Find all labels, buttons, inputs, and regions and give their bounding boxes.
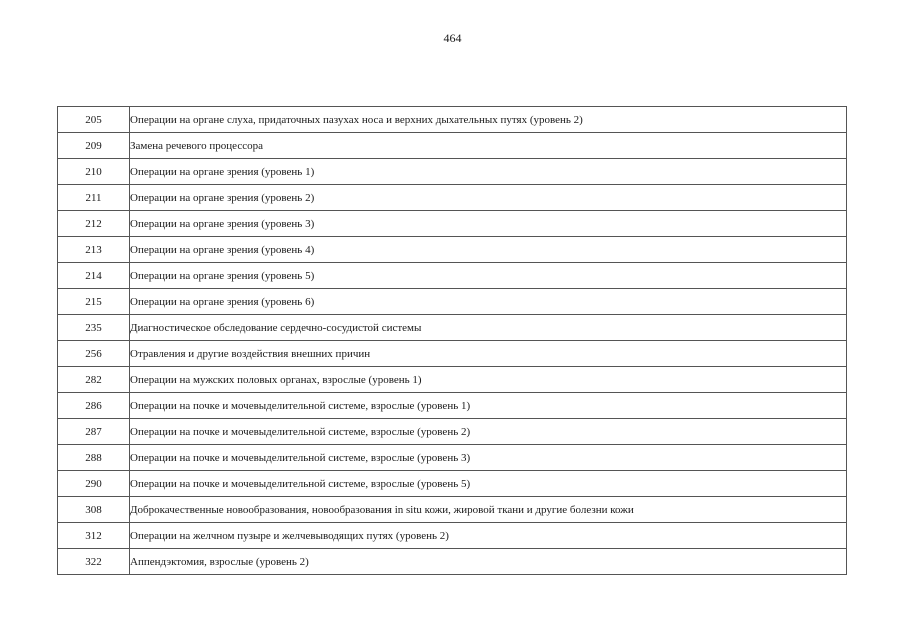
table-row: [58, 549, 847, 575]
row-code: 322: [58, 549, 130, 575]
row-code: 214: [58, 263, 130, 289]
row-name: Операции на органе зрения (уровень 5): [130, 263, 847, 289]
table-row: [58, 445, 847, 471]
row-code: 312: [58, 523, 130, 549]
table-row: [58, 341, 847, 367]
table-row: [58, 523, 847, 549]
row-name: Операции на органе слуха, придаточных пазухах носа и верхних дыхательных путях (уровень 2): [130, 107, 847, 133]
row-name: Операции на органе зрения (уровень 1): [130, 159, 847, 185]
row-name: Операции на почке и мочевыделительной системе, взрослые (уровень 5): [130, 471, 847, 497]
row-name: Отравления и другие воздействия внешних причин: [130, 341, 847, 367]
table-row: [58, 315, 847, 341]
table-row: [58, 159, 847, 185]
row-code: 288: [58, 445, 130, 471]
table-row: [58, 133, 847, 159]
table-row: [58, 185, 847, 211]
row-name: Операции на почке и мочевыделительной системе, взрослые (уровень 3): [130, 445, 847, 471]
row-code: 210: [58, 159, 130, 185]
table-row: [58, 497, 847, 523]
table-row: [58, 107, 847, 133]
page-number: 464: [443, 31, 462, 45]
row-code: 215: [58, 289, 130, 315]
table-row: [58, 289, 847, 315]
row-name: Операции на почке и мочевыделительной системе, взрослые (уровень 1): [130, 393, 847, 419]
table-row: [58, 367, 847, 393]
row-code: 256: [58, 341, 130, 367]
row-code: 211: [58, 185, 130, 211]
table-body: [58, 107, 847, 575]
row-name: Операции на мужских половых органах, взрослые (уровень 1): [130, 367, 847, 393]
document-table: [57, 106, 847, 575]
row-name: Операции на органе зрения (уровень 2): [130, 185, 847, 211]
row-name: Замена речевого процессора: [130, 133, 847, 159]
table-row: [58, 237, 847, 263]
row-name: Операции на желчном пузыре и желчевыводящих путях (уровень 2): [130, 523, 847, 549]
row-code: 286: [58, 393, 130, 419]
row-code: 287: [58, 419, 130, 445]
row-code: 209: [58, 133, 130, 159]
table-row: [58, 393, 847, 419]
row-code: 205: [58, 107, 130, 133]
row-name: Операции на органе зрения (уровень 6): [130, 289, 847, 315]
row-code: 282: [58, 367, 130, 393]
row-name: Диагностическое обследование сердечно-сосудистой системы: [130, 315, 847, 341]
row-name: Аппендэктомия, взрослые (уровень 2): [130, 549, 847, 575]
table-row: [58, 211, 847, 237]
table-row: [58, 263, 847, 289]
row-name: Доброкачественные новообразования, новообразования in situ кожи, жировой ткани и другие болезни кожи: [130, 497, 847, 523]
row-code: 212: [58, 211, 130, 237]
row-code: 235: [58, 315, 130, 341]
table-row: [58, 419, 847, 445]
row-code: 290: [58, 471, 130, 497]
row-name: Операции на органе зрения (уровень 4): [130, 237, 847, 263]
table-row: [58, 471, 847, 497]
row-name: Операции на органе зрения (уровень 3): [130, 211, 847, 237]
row-code: 308: [58, 497, 130, 523]
row-name: Операции на почке и мочевыделительной системе, взрослые (уровень 2): [130, 419, 847, 445]
row-code: 213: [58, 237, 130, 263]
